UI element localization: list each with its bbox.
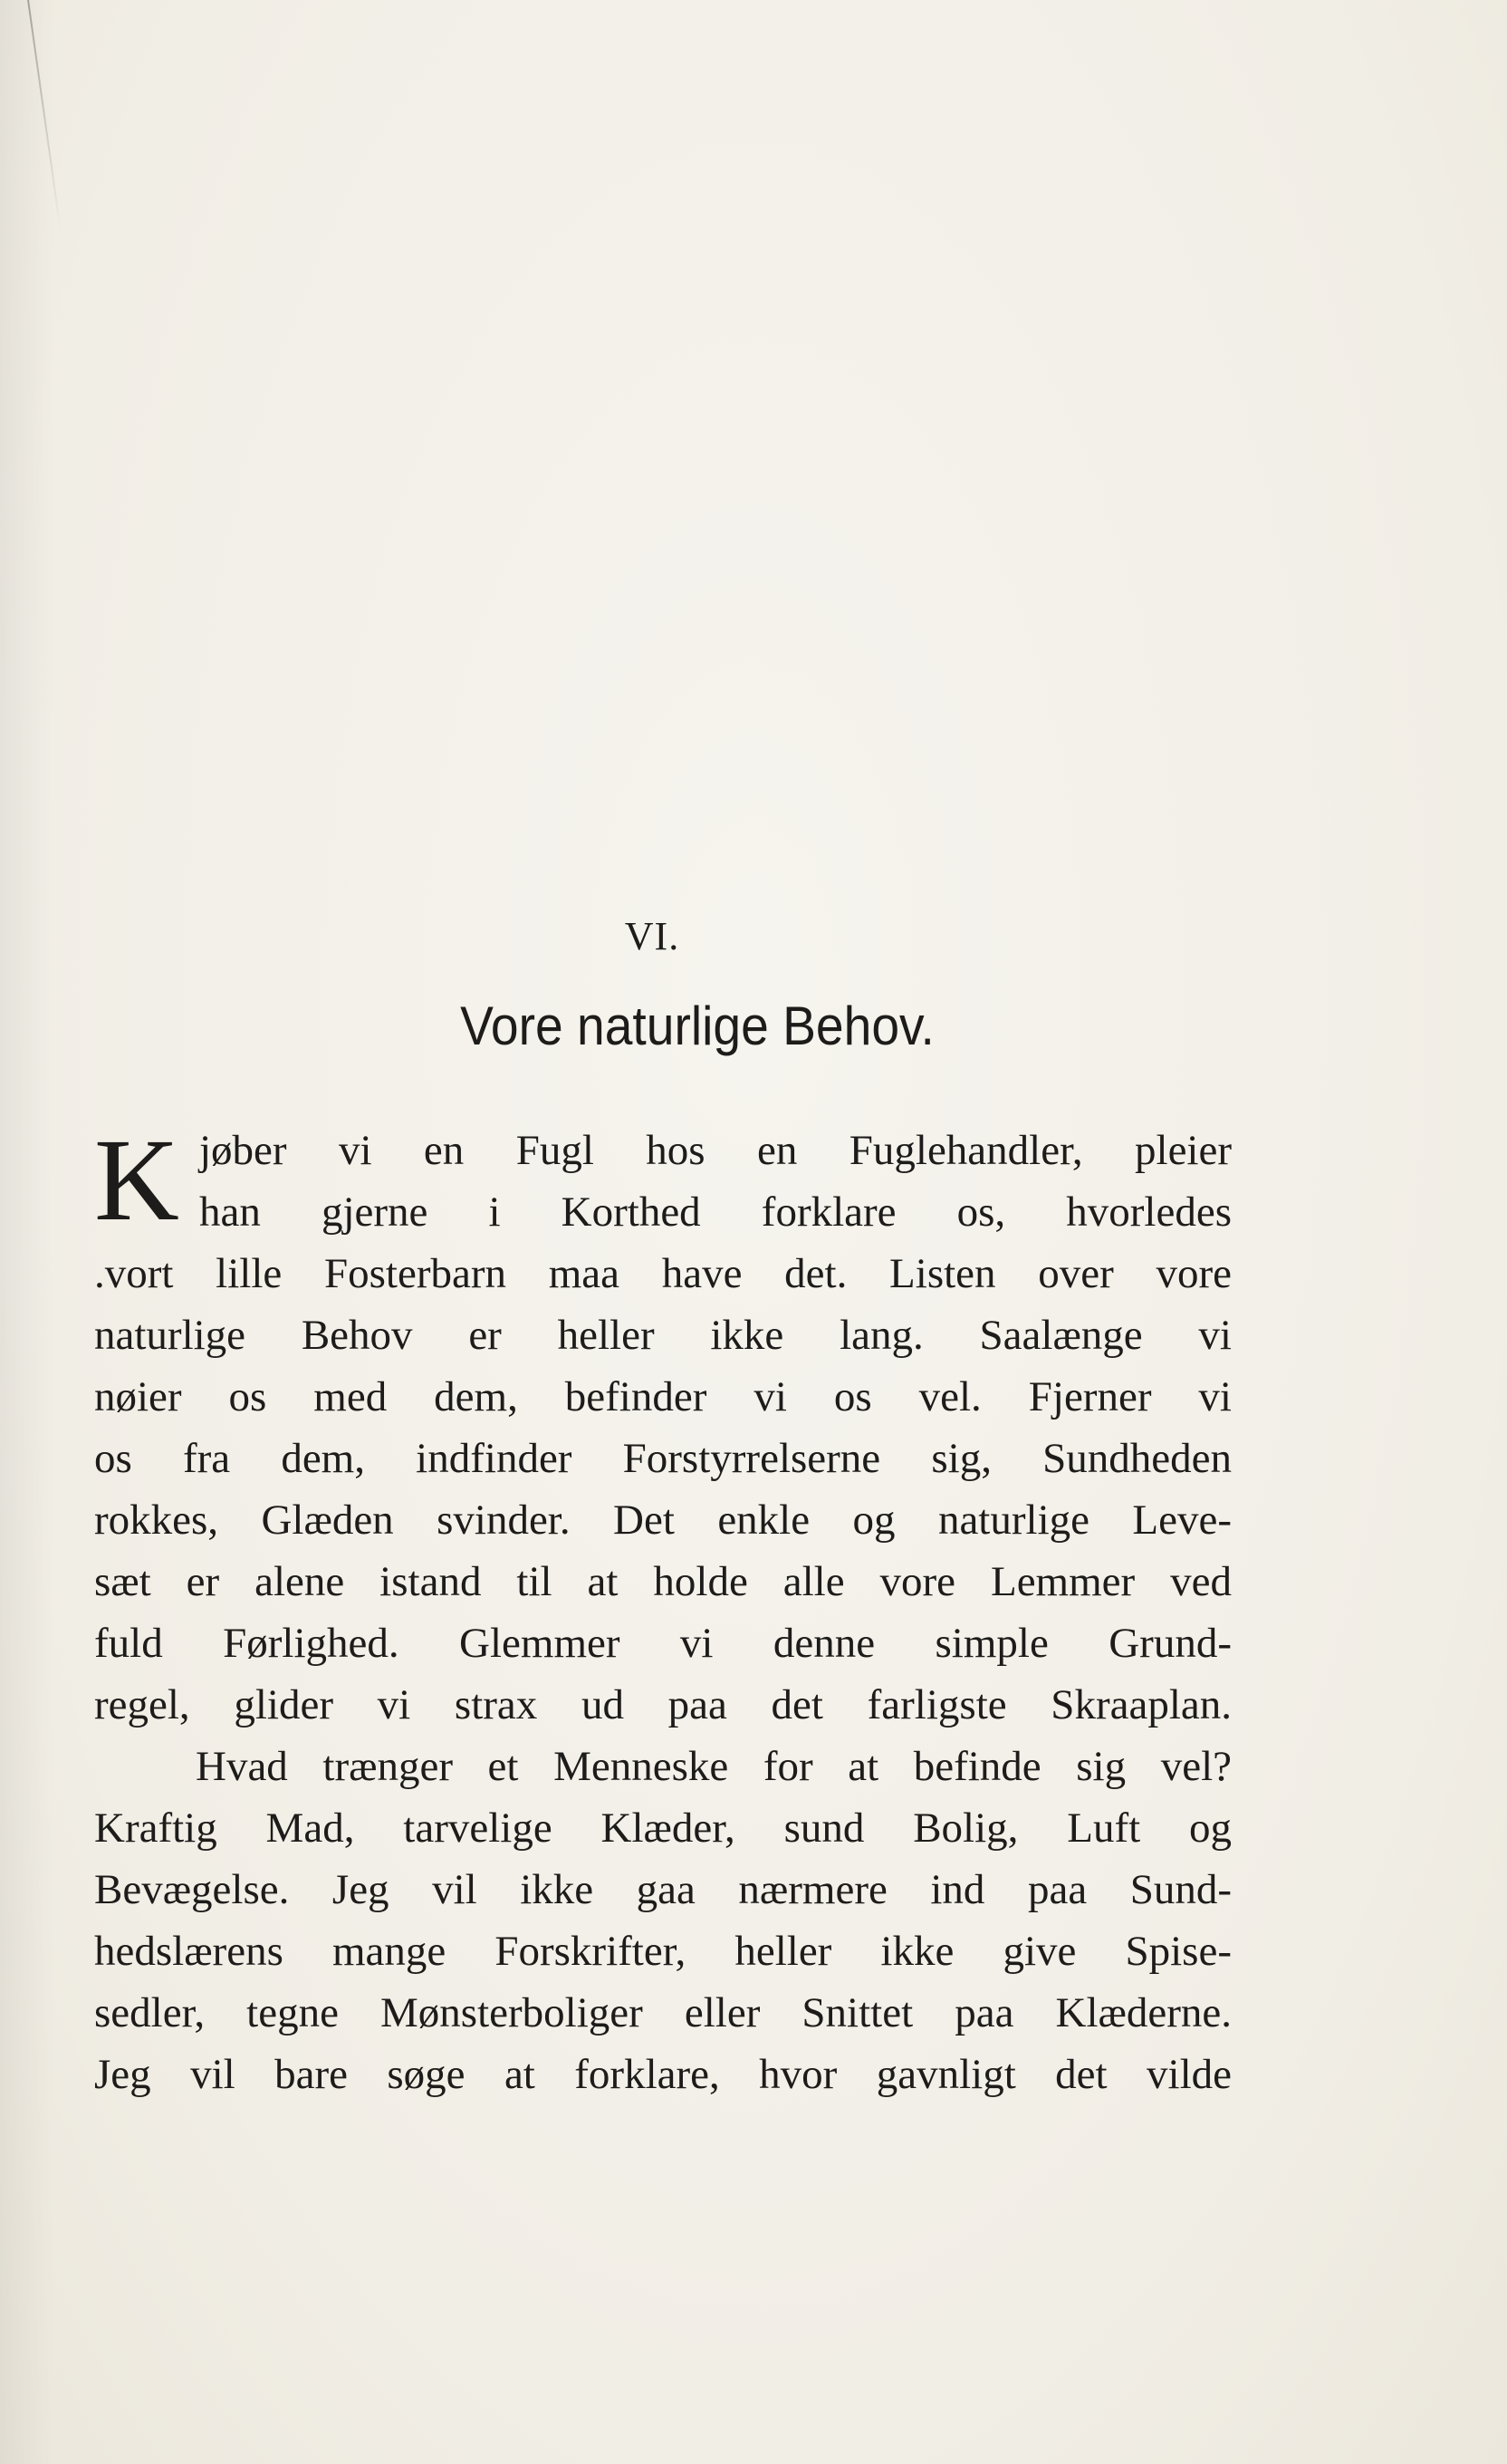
chapter-title: Vore naturlige Behov. [460,996,935,1056]
text-line: regel, glider vi strax ud paa det farligste Skraaplan. [94,1681,1232,1728]
text-line: nøier os med dem, befinder vi os vel. Fjerner vi [94,1373,1232,1420]
text-line: sedler, tegne Mønsterboliger eller Snittet paa Klæderne. [94,1989,1232,2036]
text-line: han gjerne i Korthed forklare os, hvorledes [199,1189,1232,1236]
text-line: jøber vi en Fugl hos en Fuglehandler, pleier [199,1127,1232,1174]
spine-shadow [0,0,54,2464]
text-line: rokkes, Glæden svinder. Det enkle og naturlige Leve- [94,1497,1232,1544]
text-line: Bevægelse. Jeg vil ikke gaa nærmere ind paa Sund- [94,1866,1232,1913]
chapter-number: VI. [624,914,680,958]
text-line: Kraftig Mad, tarvelige Klæder, sund Bolig, Luft og [94,1805,1232,1852]
text-line: .vort lille Fosterbarn maa have det. Listen over vore [94,1250,1232,1297]
text-line: os fra dem, indfinder Forstyrrelserne sig, Sundheden [94,1435,1232,1482]
drop-cap: K [94,1115,179,1246]
text-line: hedslærens mange Forskrifter, heller ikke give Spise- [94,1928,1232,1975]
text-line: Jeg vil bare søge at forklare, hvor gavnligt det vilde [94,2051,1232,2098]
text-line: fuld Førlighed. Glemmer vi denne simple Grund- [94,1620,1232,1667]
text-line: sæt er alene istand til at holde alle vore Lemmer ved [94,1558,1232,1605]
text-line: naturlige Behov er heller ikke lang. Saalænge vi [94,1312,1232,1359]
text-line: Hvad trænger et Menneske for at befinde sig vel? [196,1743,1232,1790]
body-text [94,1115,1232,2105]
